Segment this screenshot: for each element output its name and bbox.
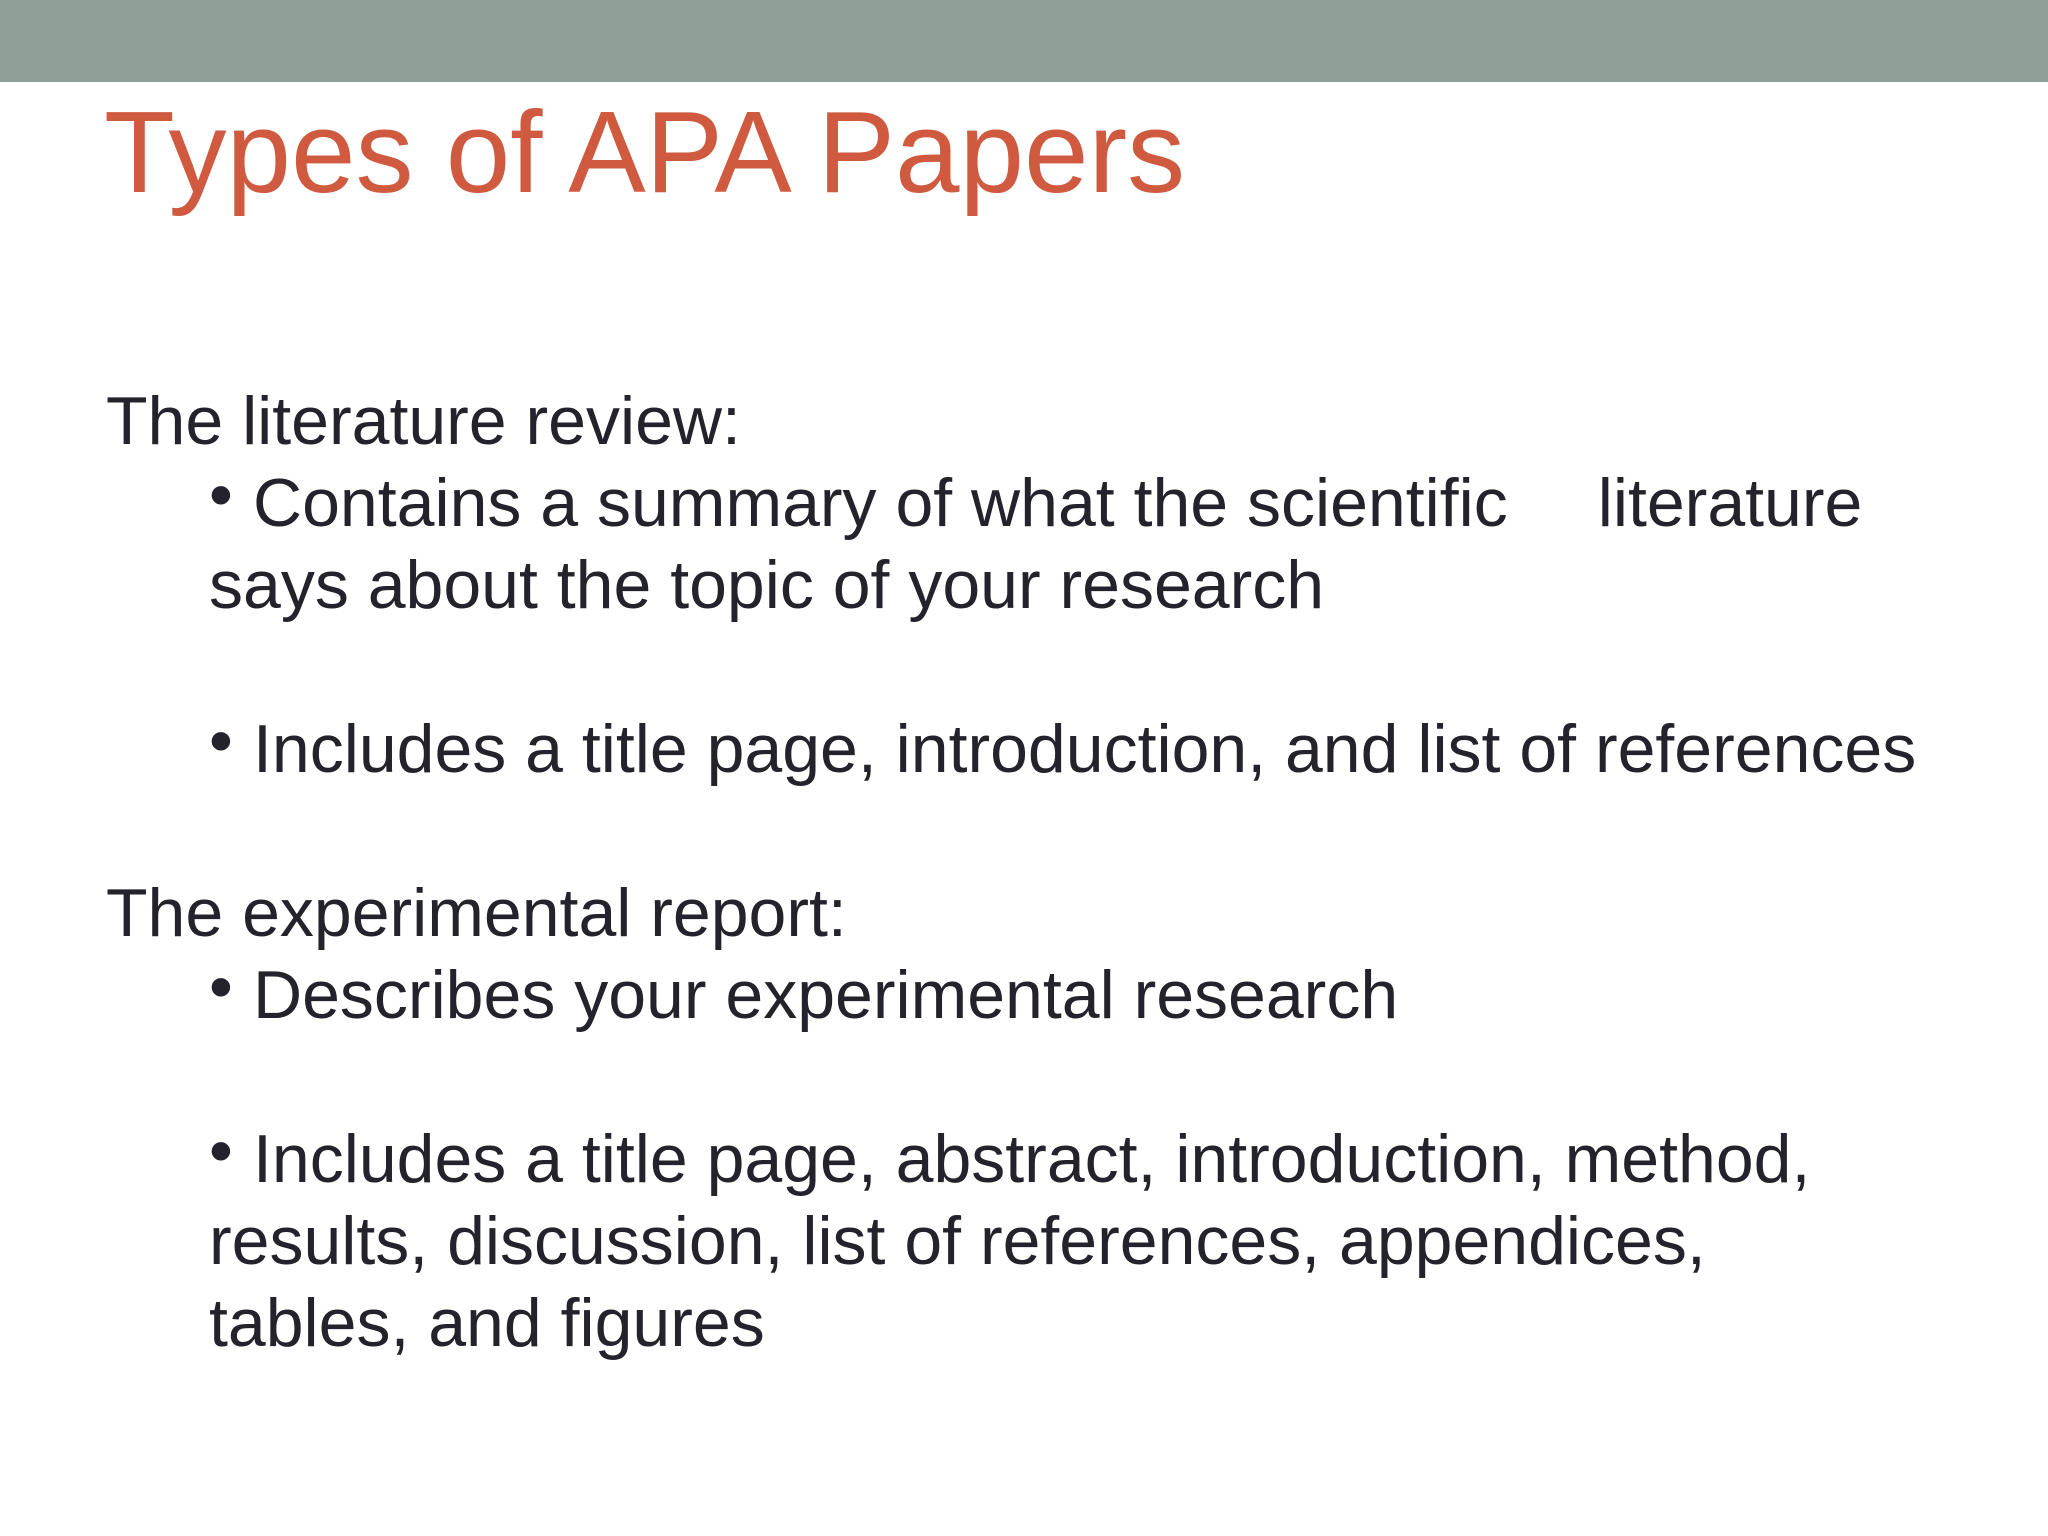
bullet-text: Includes a title page, introduction, and list of references	[253, 711, 1917, 787]
bullet-experimental-contents	[209, 1113, 2029, 1364]
bullet-experimental-description	[209, 949, 2029, 1036]
spacer	[106, 626, 2006, 708]
bullet-line: says about the topic of your research	[209, 547, 1325, 623]
bullet-line	[209, 457, 2029, 544]
bullet-text: Contains a summary of what the scientific	[253, 465, 1508, 541]
slide-title: Types of APA Papers	[104, 87, 1186, 217]
bullet-dot-icon: •	[209, 1113, 233, 1189]
bullet-line: tables, and figures	[209, 1285, 765, 1361]
slide-body	[106, 380, 2006, 1364]
section-heading-experimental-report: The experimental report:	[106, 875, 847, 951]
bullet-line	[209, 949, 2029, 1036]
section-heading-literature-review: The literature review:	[106, 383, 741, 459]
spacer	[106, 790, 2006, 872]
bullet-dot-icon: •	[209, 703, 233, 779]
bullet-text: Includes a title page, abstract, introduction, method,	[253, 1121, 1811, 1197]
bullet-dot-icon: •	[209, 949, 233, 1025]
bullet-literature-contents	[209, 703, 2029, 790]
bullet-literature-summary	[209, 457, 2029, 626]
spacer	[106, 1036, 2006, 1118]
bullet-dot-icon: •	[209, 457, 233, 533]
bullet-line: results, discussion, list of references, appendices,	[209, 1203, 1706, 1279]
top-header-bar	[0, 0, 2048, 82]
bullet-line	[209, 1113, 2029, 1200]
bullet-text: literature	[1597, 465, 1863, 541]
bullet-text: Describes your experimental research	[253, 957, 1399, 1033]
bullet-line	[209, 703, 2029, 790]
